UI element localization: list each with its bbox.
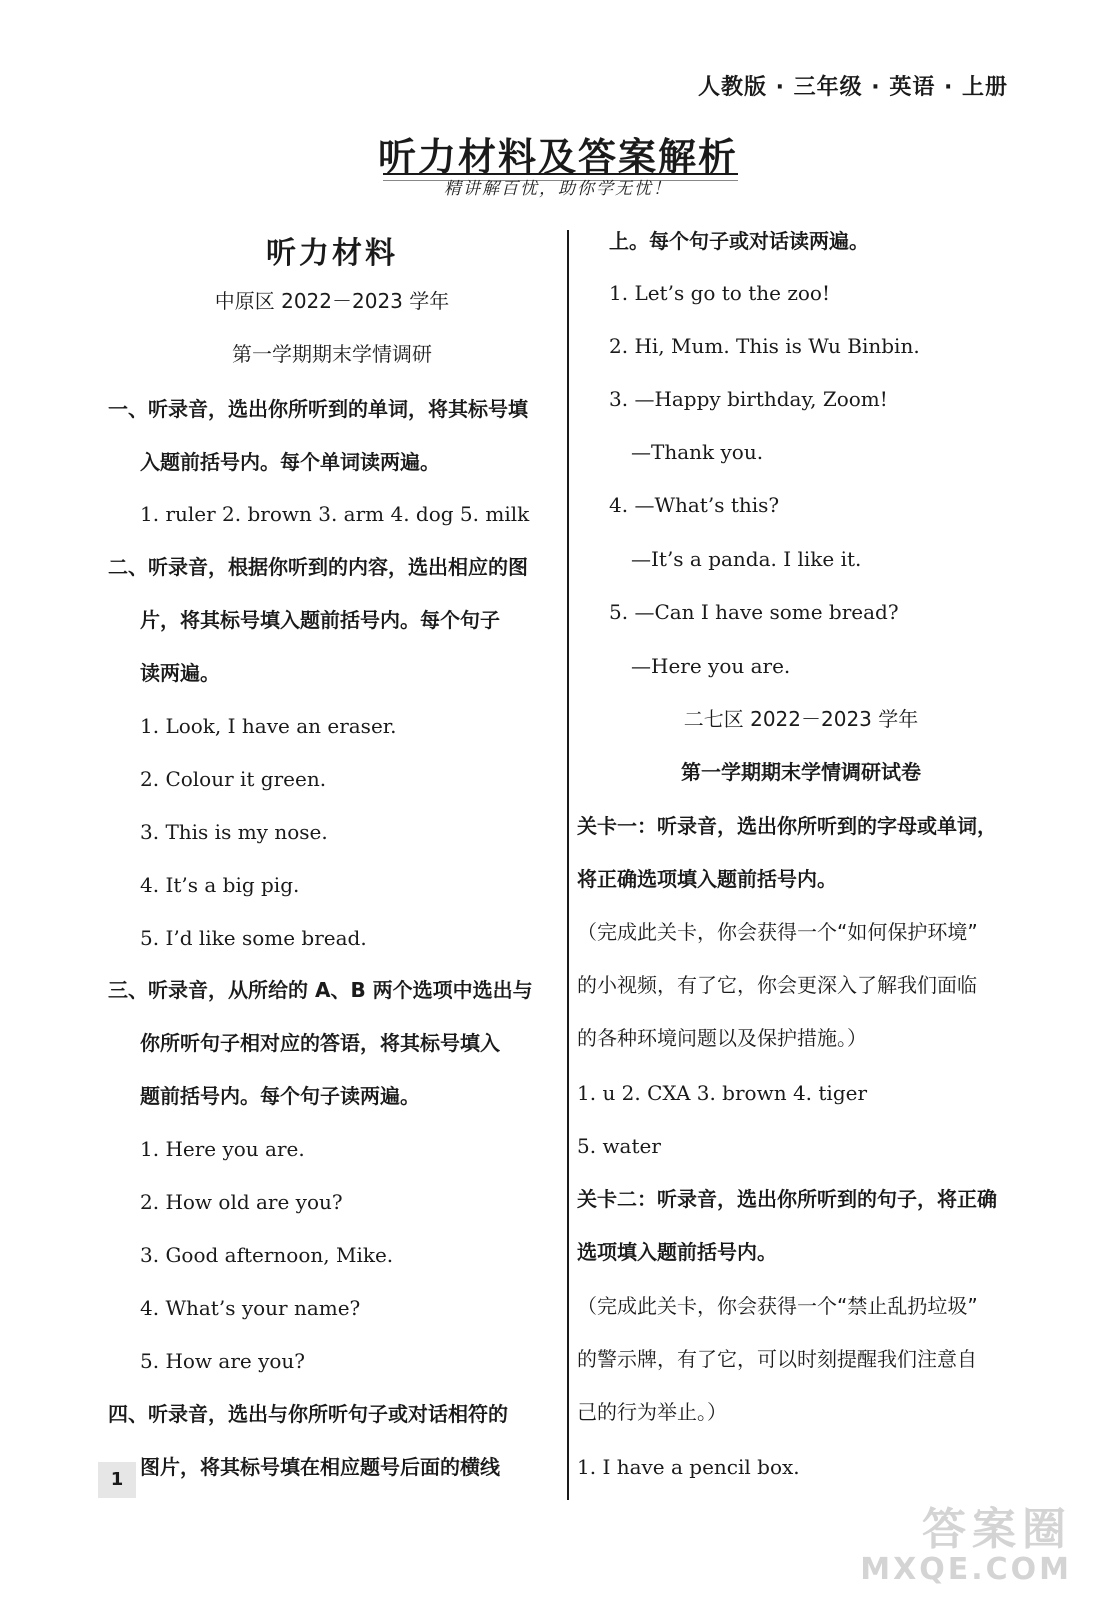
- q4-item: —Here you are.: [631, 654, 791, 678]
- g1-instruction-line2: 将正确选项填入题前括号内。: [577, 867, 837, 891]
- q4-item: 1. Let’s go to the zoo!: [609, 281, 830, 305]
- q4-instruction-line3: 上。每个句子或对话读两遍。: [609, 229, 869, 253]
- q4-instruction-line2: 图片，将其标号填在相应题号后面的横线: [140, 1455, 500, 1479]
- page-number: 1: [98, 1462, 136, 1498]
- g2-item: 1. I have a pencil box.: [577, 1455, 800, 1479]
- q3-item: 1. Here you are.: [140, 1137, 305, 1161]
- watermark: [860, 1506, 1072, 1586]
- edition-header: 人教版 · 三年级 · 英语 · 上册: [697, 75, 1008, 100]
- q4-item: 5. —Can I have some bread?: [609, 600, 899, 624]
- g2-note-line3: 己的行为举止。）: [577, 1400, 727, 1424]
- exam-title: 中原区 2022－2023 学年: [214, 289, 450, 313]
- g1-note-line2: 的小视频，有了它，你会更深入了解我们面临: [577, 973, 977, 997]
- q2-item: 3. This is my nose.: [140, 820, 328, 844]
- g2-instruction-line1: 关卡二：听录音，选出你所听到的句子，将正确: [577, 1187, 997, 1211]
- column-divider: [567, 230, 569, 1500]
- q3-item: 2. How old are you?: [140, 1190, 343, 1214]
- exam-subtitle: 第一学期期末学情调研: [232, 342, 432, 366]
- q1-instruction-line1: 一、听录音，选出你所听到的单词，将其标号填: [108, 397, 528, 421]
- g2-instruction-line2: 选项填入题前括号内。: [577, 1240, 777, 1264]
- page-subtitle: 精讲解百忧，助你学无忧！: [444, 179, 672, 199]
- g1-note-line3: 的各种环境问题以及保护措施。）: [577, 1026, 867, 1050]
- q2-item: 1. Look, I have an eraser.: [140, 714, 397, 738]
- q2-item: 5. I’d like some bread.: [140, 926, 367, 950]
- exam2-subtitle: 第一学期期末学情调研试卷: [681, 760, 921, 784]
- q2-item: 2. Colour it green.: [140, 767, 327, 791]
- q3-item: 3. Good afternoon, Mike.: [140, 1243, 394, 1267]
- q3-instruction-line3: 题前括号内。每个句子读两遍。: [140, 1084, 420, 1108]
- g1-instruction-line1: 关卡一：听录音，选出你所听到的字母或单词，: [577, 814, 997, 838]
- q3-instruction-line2: 你所听句子相对应的答语，将其标号填入: [140, 1031, 500, 1055]
- g1-items: 5. water: [577, 1134, 661, 1158]
- q4-item: 4. —What’s this?: [609, 493, 780, 517]
- q4-item: 3. —Happy birthday, Zoom!: [609, 387, 888, 411]
- q2-instruction-line3: 读两遍。: [140, 661, 220, 685]
- q2-instruction-line2: 片，将其标号填入题前括号内。每个句子: [140, 608, 500, 632]
- g2-note-line1: （完成此关卡，你会获得一个“禁止乱扔垃圾”: [577, 1294, 978, 1318]
- section-heading: 听力材料: [266, 236, 398, 271]
- q4-item: 2. Hi, Mum. This is Wu Binbin.: [609, 334, 920, 358]
- g1-items: 1. u 2. CXA 3. brown 4. tiger: [577, 1081, 868, 1105]
- q1-instruction-line2: 入题前括号内。每个单词读两遍。: [140, 450, 440, 474]
- exam2-title: 二七区 2022－2023 学年: [683, 707, 919, 731]
- q2-item: 4. It’s a big pig.: [140, 873, 300, 897]
- watermark-logo: 答案圈: [922, 1504, 1072, 1555]
- q2-instruction-line1: 二、听录音，根据你听到的内容，选出相应的图: [108, 555, 528, 579]
- q3-item: 5. How are you?: [140, 1349, 306, 1373]
- page-title: 听力材料及答案解析: [377, 135, 738, 179]
- q1-items: 1. ruler 2. brown 3. arm 4. dog 5. milk: [140, 502, 530, 526]
- g2-note-line2: 的警示牌，有了它，可以时刻提醒我们注意自: [577, 1347, 977, 1371]
- g1-note-line1: （完成此关卡，你会获得一个“如何保护环境”: [577, 920, 978, 944]
- q3-item: 4. What’s your name?: [140, 1296, 361, 1320]
- q3-instruction-line1: 三、听录音，从所给的 A、B 两个选项中选出与: [108, 978, 533, 1002]
- watermark-url: MXQE.COM: [860, 1552, 1072, 1587]
- q4-item: —Thank you.: [631, 440, 764, 464]
- q4-item: —It’s a panda. I like it.: [631, 547, 862, 571]
- q4-instruction-line1: 四、听录音，选出与你所听句子或对话相符的: [108, 1402, 508, 1426]
